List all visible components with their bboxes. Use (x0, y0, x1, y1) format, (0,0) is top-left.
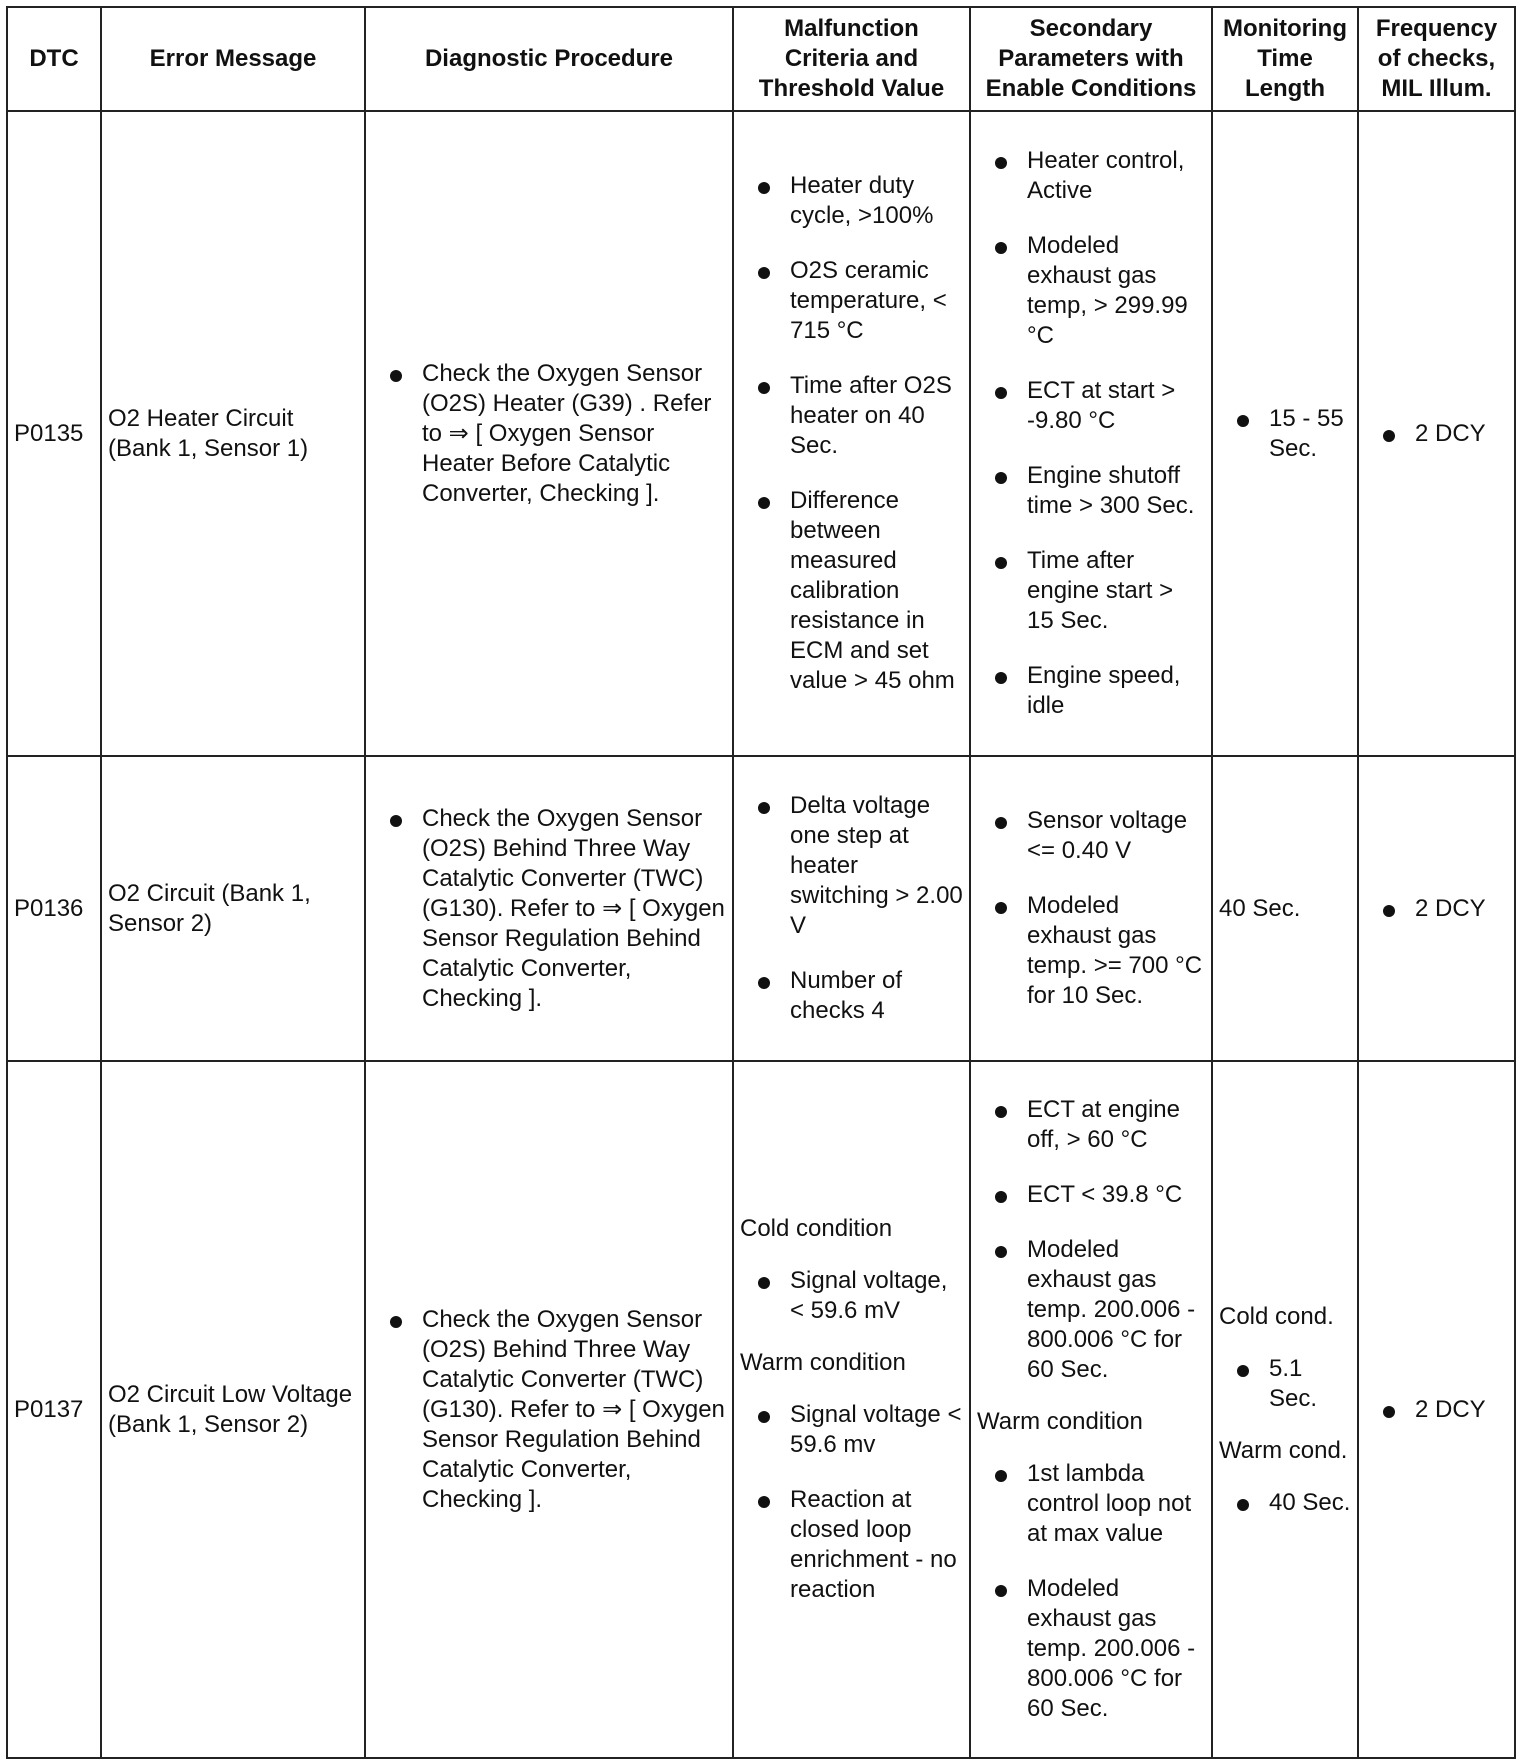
header-row (7, 7, 1515, 111)
error-message: O2 Circuit Low Voltage (Bank 1, Sensor 2) (101, 1061, 365, 1758)
parameter-item: Engine shutoff time > 300 Sec. (977, 461, 1205, 521)
frequency-item: 2 DCY (1365, 894, 1508, 924)
secondary-parameters (970, 1061, 1212, 1758)
header-error-message: Error Message (101, 7, 365, 111)
monitoring-item: 5.1 Sec. (1219, 1354, 1351, 1414)
error-message: O2 Circuit (Bank 1, Sensor 2) (101, 756, 365, 1061)
frequency (1358, 756, 1515, 1061)
monitoring-time (1212, 111, 1358, 756)
criteria-item: O2S ceramic temperature, < 715 °C (740, 256, 963, 346)
parameter-item: Modeled exhaust gas temp. 200.006 - 800.006 °C for 60 Sec. (977, 1235, 1205, 1385)
parameter-item: Heater control, Active (977, 146, 1205, 206)
parameter-item: Modeled exhaust gas temp. 200.006 - 800.006 °C for 60 Sec. (977, 1574, 1205, 1724)
frequency-item: 2 DCY (1365, 419, 1508, 449)
procedure-item: Check the Oxygen Sensor (O2S) Behind Three Way Catalytic Converter (TWC) (G130). Refer to ⇒ [ Oxygen Sensor Regulation Behind Catalytic Converter, Checking ]. (372, 1305, 726, 1515)
parameter-item: Time after engine start > 15 Sec. (977, 546, 1205, 636)
warm-condition-label: Warm condition (740, 1349, 906, 1376)
monitoring-item: 15 - 55 Sec. (1219, 404, 1351, 464)
header-diagnostic-procedure: Diagnostic Procedure (365, 7, 733, 111)
error-message: O2 Heater Circuit (Bank 1, Sensor 1) (101, 111, 365, 756)
malfunction-criteria (733, 111, 970, 756)
diagnostic-procedure (365, 756, 733, 1061)
secondary-parameters (970, 111, 1212, 756)
header-secondary: Secondary Parameters with Enable Conditions (970, 7, 1212, 111)
malfunction-criteria (733, 1061, 970, 1758)
procedure-item: Check the Oxygen Sensor (O2S) Behind Three Way Catalytic Converter (TWC) (G130). Refer to ⇒ [ Oxygen Sensor Regulation Behind Catalytic Converter, Checking ]. (372, 804, 726, 1014)
header-malfunction: Malfunction Criteria and Threshold Value (733, 7, 970, 111)
criteria-item: Reaction at closed loop enrichment - no reaction (740, 1485, 963, 1605)
dtc-code: P0135 (7, 111, 101, 756)
parameter-item: 1st lambda control loop not at max value (977, 1459, 1205, 1549)
parameter-item: Sensor voltage <= 0.40 V (977, 806, 1205, 866)
monitoring-time: 40 Sec. (1212, 756, 1358, 1061)
header-frequency: Frequency of checks, MIL Illum. (1358, 7, 1515, 111)
table-row (7, 111, 1515, 756)
frequency (1358, 111, 1515, 756)
cold-cond-label: Cold cond. (1219, 1302, 1334, 1330)
procedure-item: Check the Oxygen Sensor (O2S) Heater (G39) . Refer to ⇒ [ Oxygen Sensor Heater Before Catalytic Converter, Checking ]. (372, 359, 726, 509)
parameter-item: ECT at start > -9.80 °C (977, 376, 1205, 436)
dtc-code: P0136 (7, 756, 101, 1061)
criteria-item: Signal voltage, < 59.6 mV (740, 1266, 963, 1326)
parameter-item: ECT < 39.8 °C (977, 1180, 1205, 1210)
monitoring-time (1212, 1061, 1358, 1758)
cold-condition-label: Cold condition (740, 1215, 893, 1242)
frequency (1358, 1061, 1515, 1758)
table-row (7, 756, 1515, 1061)
diagnostic-procedure (365, 111, 733, 756)
criteria-item: Difference between measured calibration resistance in ECM and set value > 45 ohm (740, 486, 963, 696)
criteria-item: Number of checks 4 (740, 966, 963, 1026)
criteria-item: Delta voltage one step at heater switching > 2.00 V (740, 791, 963, 941)
malfunction-criteria (733, 756, 970, 1061)
table-row (7, 1061, 1515, 1758)
header-monitoring: Monitoring Time Length (1212, 7, 1358, 111)
warm-cond-label: Warm cond. (1219, 1436, 1348, 1464)
criteria-item: Heater duty cycle, >100% (740, 171, 963, 231)
warm-condition-label: Warm condition (977, 1408, 1143, 1435)
parameter-item: Modeled exhaust gas temp. >= 700 °C for 10 Sec. (977, 891, 1205, 1011)
monitoring-item: 40 Sec. (1219, 1488, 1351, 1518)
secondary-parameters (970, 756, 1212, 1061)
parameter-item: Modeled exhaust gas temp, > 299.99 °C (977, 231, 1205, 351)
header-dtc: DTC (7, 7, 101, 111)
criteria-item: Signal voltage < 59.6 mv (740, 1400, 963, 1460)
parameter-item: ECT at engine off, > 60 °C (977, 1095, 1205, 1155)
dtc-table (6, 6, 1516, 1759)
parameter-item: Engine speed, idle (977, 661, 1205, 721)
dtc-code: P0137 (7, 1061, 101, 1758)
frequency-item: 2 DCY (1365, 1395, 1508, 1425)
criteria-item: Time after O2S heater on 40 Sec. (740, 371, 963, 461)
diagnostic-procedure (365, 1061, 733, 1758)
